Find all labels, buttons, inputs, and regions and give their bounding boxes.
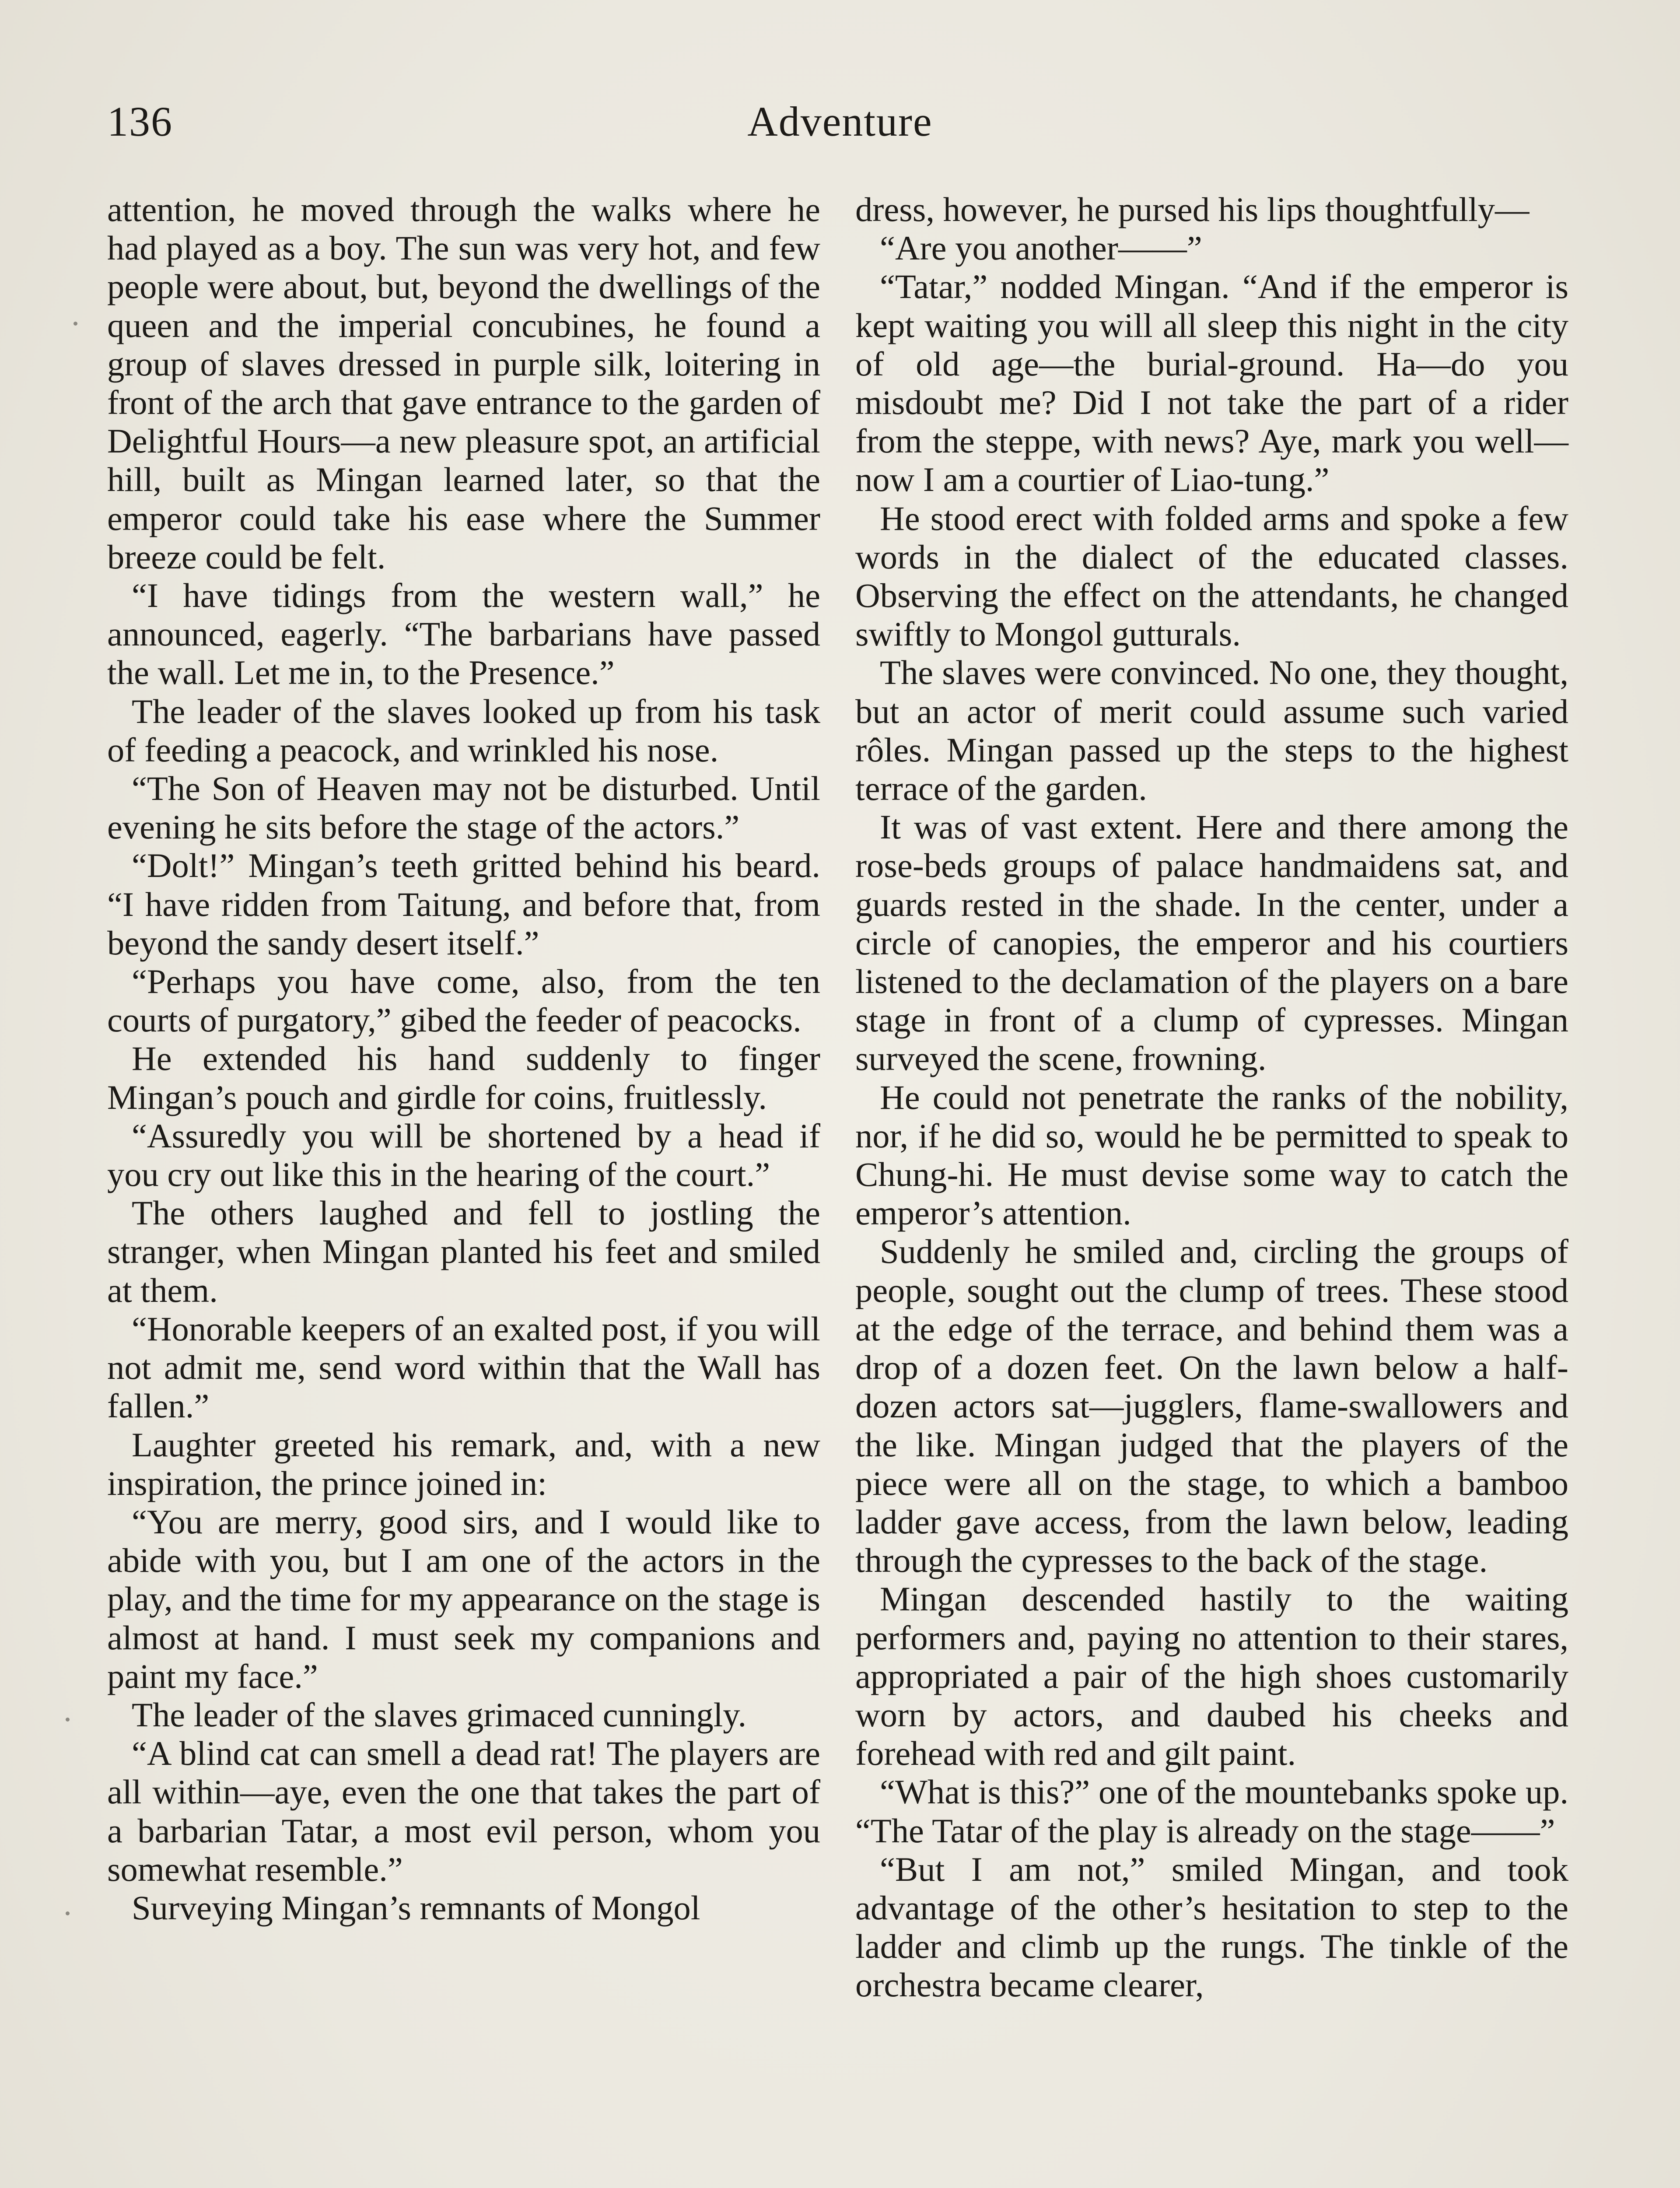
paragraph: He stood erect with folded arms and spoke a few words in the dialect of the educated classes. Observing the effect on the attendants, he changed swiftly to Mongol gutturals. <box>855 499 1568 653</box>
paragraph: “The Son of Heaven may not be disturbed. Until evening he sits before the stage of the actors.” <box>107 769 820 846</box>
paper-speck <box>66 1718 70 1722</box>
paper-speck <box>74 322 77 326</box>
right-column <box>855 190 1568 2005</box>
paragraph: “A blind cat can smell a dead rat! The players are all within—aye, even the one that takes the part of a barbarian Tatar, a most evil person, whom you somewhat resemble.” <box>107 1734 820 1888</box>
paragraph: Mingan descended hastily to the waiting performers and, paying no attention to their stares, appropriated a pair of the high shoes customarily worn by actors, and daubed his cheeks and forehead with red and gilt paint. <box>855 1580 1568 1773</box>
paragraph: “Assuredly you will be shortened by a head if you cry out like this in the hearing of the court.” <box>107 1116 820 1194</box>
paragraph: He extended his hand suddenly to finger Mingan’s pouch and girdle for coins, fruitlessly. <box>107 1039 820 1116</box>
paragraph: The leader of the slaves looked up from his task of feeding a peacock, and wrinkled his nose. <box>107 692 820 769</box>
paragraph: Surveying Mingan’s remnants of Mongol <box>132 1888 700 1927</box>
paragraph: The slaves were convinced. No one, they thought, but an actor of merit could assume such varied rôles. Mingan passed up the steps to the highest terrace of the garden. <box>855 653 1568 808</box>
left-column <box>107 190 820 1927</box>
paragraph: “But I am not,” smiled Mingan, and took advantage of the other’s hesitation to step to the ladder and climb up the rungs. The tinkle of the orchestra became clearer, <box>855 1850 1568 2004</box>
paragraph: “You are merry, good sirs, and I would like to abide with you, but I am one of the actors in the play, and the time for my appearance on the stage is almost at hand. I must seek my companions and paint my face.” <box>107 1502 820 1695</box>
paragraph: Laughter greeted his remark, and, with a new inspiration, the prince joined in: <box>107 1425 820 1502</box>
paragraph: attention, he moved through the walks where he had played as a boy. The sun was very hot, and few people were about, but, beyond the dwellings of the queen and the imperial concubines, he found a group of slaves dressed in purple silk, loitering in front of the arch that gave entrance to the garden of Delightful Hours—a new pleasure spot, an artificial hill, built as Mingan learned later, so that the emperor could take his ease where the Summer breeze could be felt. <box>107 190 820 576</box>
paragraph: Suddenly he smiled and, circling the groups of people, sought out the clump of trees. These stood at the edge of the terrace, and behind them was a drop of a dozen feet. On the lawn below a half-dozen actors sat—jugglers, flame-swallowers and the like. Mingan judged that the players of the piece were all on the stage, to which a bamboo ladder gave access, from the lawn below, leading through the cypresses to the back of the stage. <box>855 1232 1568 1580</box>
paragraph: The others laughed and fell to jostling the stranger, when Mingan planted his feet and smiled at them. <box>107 1194 820 1309</box>
paragraph: The leader of the slaves grimaced cunningly. <box>132 1695 747 1734</box>
magazine-title: Adventure <box>747 98 933 145</box>
paragraph: He could not penetrate the ranks of the nobility, nor, if he did so, would he be permitted to speak to Chung-hi. He must devise some way to catch the emperor’s attention. <box>855 1078 1568 1232</box>
paragraph: “Perhaps you have come, also, from the ten courts of purgatory,” gibed the feeder of peacocks. <box>107 962 820 1039</box>
paragraph: “Tatar,” nodded Mingan. “And if the emperor is kept waiting you will all sleep this night in the city of old age—the burial-ground. Ha—do you misdoubt me? Did I not take the part of a rider from the steppe, with news? Aye, mark you well—now I am a courtier of Liao-tung.” <box>855 267 1568 499</box>
page-header <box>107 95 1573 148</box>
paragraph: “I have tidings from the western wall,” he announced, eagerly. “The barbarians have passed the wall. Let me in, to the Presence.” <box>107 576 820 692</box>
paragraph: “Honorable keepers of an exalted post, if you will not admit me, send word within that the Wall has fallen.” <box>107 1309 820 1425</box>
paper-speck <box>66 1911 70 1915</box>
paragraph: It was of vast extent. Here and there among the rose-beds groups of palace handmaidens sat, and guards rested in the shade. In the center, under a circle of canopies, the emperor and his courtiers listened to the declamation of the players on a bare stage in front of a clump of cypresses. Mingan surveyed the scene, frowning. <box>855 808 1568 1078</box>
paragraph: “Dolt!” Mingan’s teeth gritted behind his beard. “I have ridden from Taitung, and before that, from beyond the sandy desert itself.” <box>107 846 820 962</box>
paragraph: “Are you another——” <box>880 229 1202 267</box>
paragraph: “What is this?” one of the mountebanks spoke up. “The Tatar of the play is already on the stage——” <box>855 1773 1568 1850</box>
page-number: 136 <box>107 98 173 145</box>
paragraph: dress, however, he pursed his lips thoughtfully— <box>855 190 1530 228</box>
